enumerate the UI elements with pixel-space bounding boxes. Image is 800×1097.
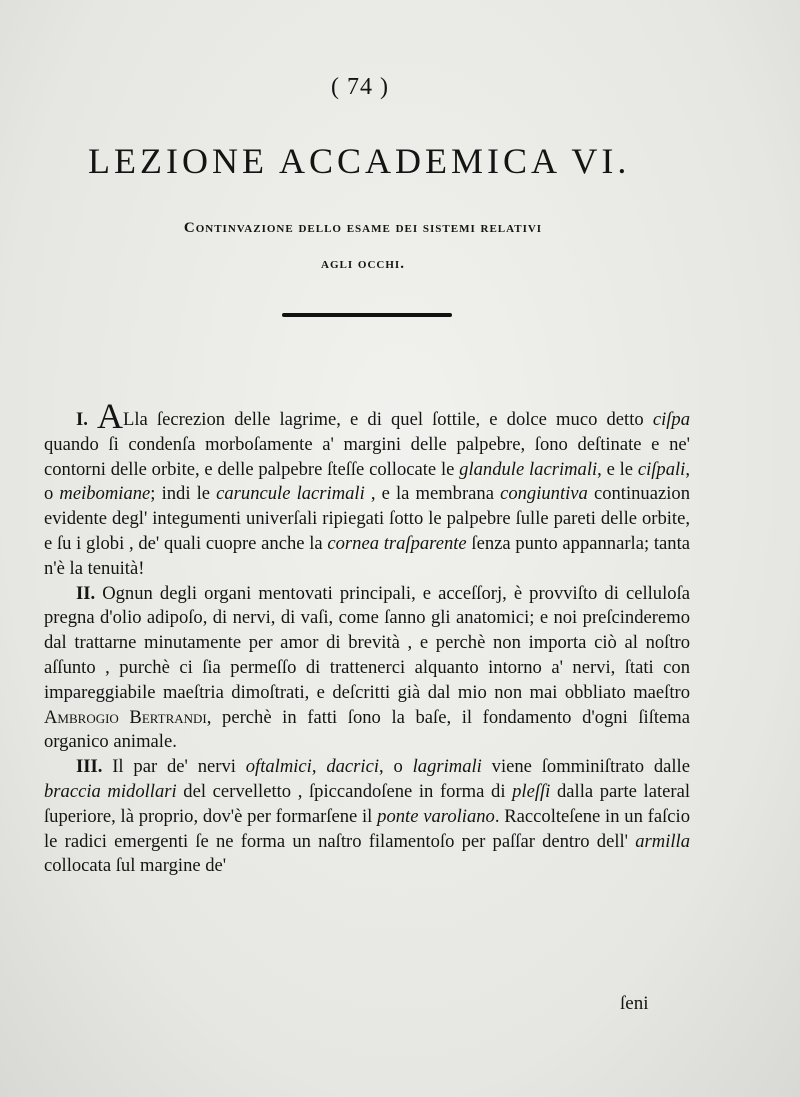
italic-term: lagrimali [412,756,482,778]
chapter-title: LEZIONE ACCADEMICA VI. [88,141,631,181]
text-run: dalla parte lateral ſuperiore, là proprio, dov'è per formarſene il [44,780,690,827]
text-run: viene ſomminiſtrato dalle [481,756,690,778]
italic-term: armilla [635,830,690,852]
catchword: ſeni [620,993,649,1014]
text-run: , [311,756,327,778]
italic-term: cornea traſparente [327,532,467,554]
italic-term: braccia midollari [44,780,177,802]
author-name: Ambrogio Bertrandi [44,706,207,728]
italic-term: ponte varoliano [377,805,495,827]
page-number: ( 74 ) [331,74,389,100]
text-run: ſenza punto appannarla; tanta n'è la tenuità! [44,532,690,579]
text-run: , o [379,756,413,778]
text-run: ; indi le [150,483,217,505]
text-run: , e la membrana [364,483,501,505]
text-run: Il par de' nervi [112,756,246,778]
italic-term: ciſpali [637,458,686,480]
body-text [44,396,691,879]
text-run: Lla ſecrezion delle lagrime, e di quel ſottile, e dolce muco detto [123,409,653,430]
paragraph-number: II. [76,582,96,604]
paragraph-2 [44,582,690,756]
italic-term: dacrici [326,756,379,778]
italic-term: glandule lacrimali [459,458,598,480]
subtitle-line-2: agli occhi. [321,256,405,272]
paragraph-1 [44,396,690,582]
italic-term: caruncule lacrimali [216,483,365,505]
text-run: Ognun degli organi mentovati principali, e acceſſorj, è provviſto di celluloſa pregna d'olio adipoſo, di nervi, di vaſi, come ſanno gli anatomici; e noi preſcinderemo dal trattarne minutamente per amor di brevità , e perchè non importa ciò al noſtro aſſunto , purchè ci ſia permeſſo di trattenerci alquanto intorno a' nervi, ſtati con impareggiabile maeſtria dimoſtrati, e deſcritti già dal mio non mai obbliato maeſtro [44,582,690,703]
text-run: , perchè in fatti ſono la baſe, il fondamento d'ogni ſiſtema organico animale. [44,706,691,753]
italic-term: pleſſi [512,780,551,802]
text-run: , e le [597,458,638,480]
drop-cap: A [97,396,124,436]
paragraph-number: III. [76,756,103,778]
text-run: continuazion evidente degl' integumenti univerſali ripiegati ſotto le palpebre ſulle pareti delle orbite, e ſu i globi , de' quali cuopre anche la [44,483,690,554]
paragraph-number: I. [76,409,88,430]
text-run: . Raccolteſene in un faſcio le radici emergenti ſe ne forma un naſtro filamentoſo per paſſar dentro dell' [44,805,690,852]
italic-term: meibomiane [59,483,151,505]
text-run: quando ſi condenſa morboſamente a' margini delle palpebre, ſono deſtinate e ne' contorni delle orbite, e delle palpebre ſteſſe collocate le [44,433,690,480]
text-run: , o [44,458,690,505]
italic-term: congiuntiva [500,483,588,505]
italic-term: oftalmici [245,756,312,778]
italic-term: ciſpa [652,409,690,430]
chapter-subtitle [108,210,618,282]
paragraph-3 [44,755,690,879]
text-run: del cervelletto , ſpiccandoſene in forma di [176,780,513,802]
subtitle-line-1: Continvazione dello esame dei sistemi relativi [183,220,543,236]
decorative-rule [282,313,452,317]
text-run: collocata ſul margine de' [44,855,227,877]
